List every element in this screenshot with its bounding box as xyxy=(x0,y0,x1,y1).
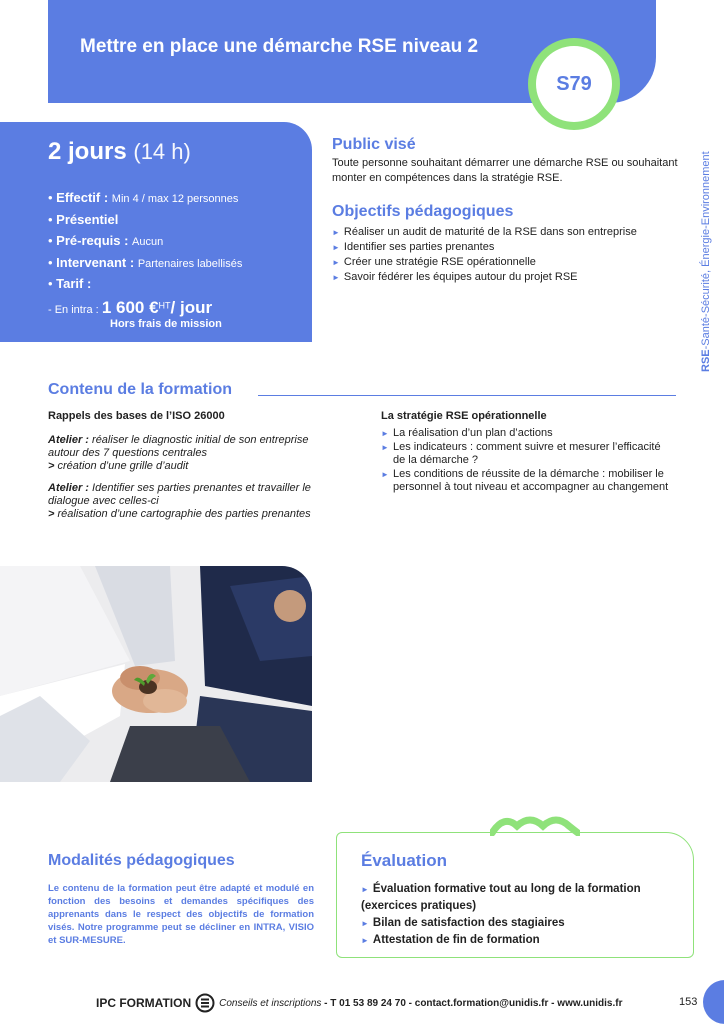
info-row-prerequis: • Pré-requis : Aucun xyxy=(48,233,164,248)
triangle-bullet-icon: ► xyxy=(361,885,369,894)
triangle-bullet-icon: ► xyxy=(332,258,340,267)
ipc-logo-icon xyxy=(195,993,215,1013)
category-side-label-rest: -Santé-Sécurité, Énergie-Environnement xyxy=(700,151,712,350)
modalites-title: Modalités pédagogiques xyxy=(48,852,235,869)
atelier-1: Atelier : réaliser le diagnostic initial de son entreprise autour des 7 questions centrales > création d’une grille d’audit xyxy=(48,434,309,472)
list-item: ► Savoir fédérer les équipes autour du projet RSE xyxy=(332,271,578,283)
modalites-section xyxy=(48,852,314,947)
list-item: ► La réalisation d’un plan d’actions xyxy=(381,427,553,439)
list-item: ► Identifier ses parties prenantes xyxy=(332,241,495,253)
duration xyxy=(48,138,191,166)
info-row-presentiel: • Présentiel xyxy=(48,211,119,227)
page-title: Mettre en place une démarche RSE niveau 2 xyxy=(80,36,479,57)
page-number: 153 xyxy=(679,996,698,1008)
teamwork-photo xyxy=(0,566,312,782)
public-text: Toute personne souhaitant démarrer une démarche RSE ou souhaitant monter en compétences dans la stratégie RSE. xyxy=(332,157,678,184)
price-note: Hors frais de mission xyxy=(110,317,222,330)
list-item: ► Créer une stratégie RSE opérationnelle xyxy=(332,256,536,268)
info-box xyxy=(0,122,312,342)
info-row-intervenant: • Intervenant : Partenaires labellisés xyxy=(48,254,243,270)
triangle-bullet-icon: ► xyxy=(381,470,389,479)
triangle-bullet-icon: ► xyxy=(332,228,340,237)
category-side-label-bold: RSE xyxy=(700,349,712,372)
category-side-label xyxy=(700,100,718,372)
list-item: ► Réaliser un audit de maturité de la RSE dans son entreprise xyxy=(332,226,637,238)
triangle-bullet-icon: ► xyxy=(361,919,369,928)
triangle-bullet-icon: ► xyxy=(332,243,340,252)
contenu-left-heading: Rappels des bases de l’ISO 26000 xyxy=(48,410,225,422)
objectifs-title: Objectifs pédagogiques xyxy=(332,203,514,220)
contenu-right-list xyxy=(381,427,671,494)
objectifs-section xyxy=(332,203,692,285)
contenu-right-column xyxy=(381,410,671,495)
triangle-bullet-icon: ► xyxy=(361,936,369,945)
photo-illustration xyxy=(0,566,312,782)
footer xyxy=(96,993,656,1013)
footer-brand: IPC FORMATION xyxy=(96,996,192,1010)
price-amount: 1 600 € xyxy=(101,297,159,317)
triangle-bullet-icon: ► xyxy=(381,429,389,438)
contenu-left-column xyxy=(48,410,318,530)
contenu-right-heading: La stratégie RSE opérationnelle xyxy=(381,410,547,422)
public-title: Public visé xyxy=(332,136,416,153)
modalites-text: Le contenu de la formation peut être adapté et modulé en fonction des besoins et demandes spécifiques des apprenants dans le respect des objectifs de formation visés. Notre programme peut se décliner en INTRA, VISIO et SUR-MESURE. xyxy=(48,883,314,946)
list-item: ► Les indicateurs : comment suivre et mesurer l’efficacité de la démarche ? xyxy=(381,441,661,466)
duration-hours: (14 h) xyxy=(133,139,191,164)
atelier-2: Atelier : Identifier ses parties prenantes et travailler le dialogue avec celles-ci > réalisation d’une cartographie des parties prenantes xyxy=(48,482,311,520)
info-row-effectif: • Effectif : Min 4 / max 12 personnes xyxy=(48,190,239,205)
list-item: ► Évaluation formative tout au long de la formation (exercices pratiques) xyxy=(361,883,641,912)
price-unit: / jour xyxy=(170,297,213,317)
price xyxy=(48,298,308,318)
list-item: ► Les conditions de réussite de la démarche : mobiliser le personnel à tout niveau et accompagner au changement xyxy=(381,468,669,493)
triangle-bullet-icon: ► xyxy=(332,273,340,282)
section-divider xyxy=(258,395,676,396)
price-prefix: - En intra : xyxy=(48,303,99,316)
course-code: S79 xyxy=(536,46,612,122)
footer-contact: Conseils et inscriptions - T 01 53 89 24 70 - contact.formation@unidis.fr - www.unidis.fr xyxy=(219,997,623,1009)
list-item: ► Attestation de fin de formation xyxy=(361,934,540,946)
contenu-title: Contenu de la formation xyxy=(48,381,238,399)
info-list xyxy=(48,190,308,330)
evaluation-list xyxy=(361,881,681,949)
duration-days: 2 jours xyxy=(48,138,127,165)
evaluation-title: Évaluation xyxy=(361,851,447,870)
triangle-bullet-icon: ► xyxy=(381,443,389,452)
page-corner-circle xyxy=(703,980,724,1024)
price-ht: HT xyxy=(158,299,171,310)
info-row-tarif: • Tarif : xyxy=(48,276,92,291)
list-item: ► Bilan de satisfaction des stagiaires xyxy=(361,917,565,929)
objectifs-list xyxy=(332,225,692,285)
contenu-header xyxy=(48,381,676,403)
public-section xyxy=(332,136,682,186)
course-code-badge xyxy=(528,38,620,130)
